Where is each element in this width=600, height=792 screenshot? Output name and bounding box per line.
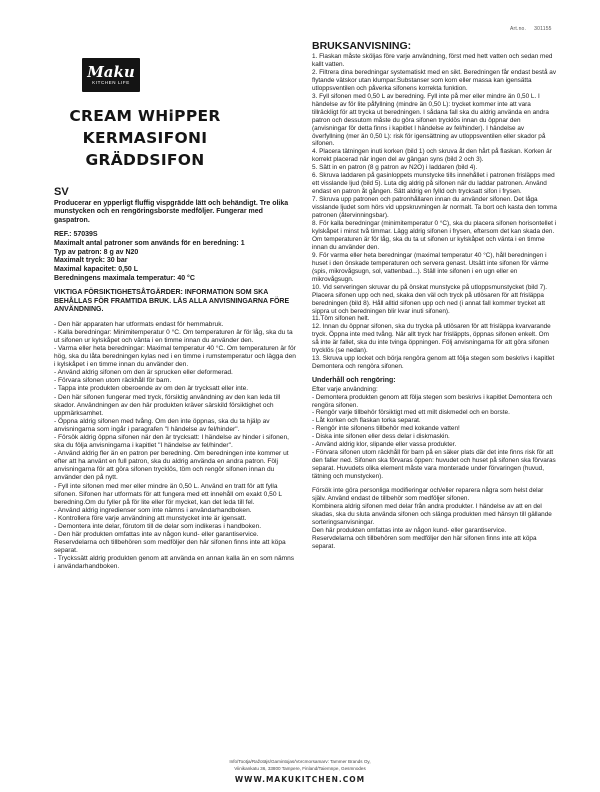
- care-list: [312, 394, 557, 481]
- care-intro: Efter varje användning:: [312, 385, 378, 393]
- warning-item: - Använd aldrig ingredienser som inte nämns i användarhandboken.: [54, 506, 252, 514]
- care-item: - Använd aldrig klor, slipande eller vassa produkter.: [312, 441, 457, 449]
- closing-paragraph: Kombinera aldrig sifonen med delar från andra produkter. I händelse av att en del skadas, ska du sluta använda sifonen och slänga produkten med hänsyn till gällande sorteringsanvisningar.: [312, 502, 552, 526]
- warning-item: - Tryckssätt aldrig produkten genom att använda en annan kalla än en som nämns i användarhandboken.: [54, 555, 295, 571]
- instruction-step: 9. För varma eller heta beredningar (maximal temperatur 40 °C), håll beredningen i huset i den önskade temperaturen och servera genast. Utsätt inte sifonen för värme (spis, mikrovågsugn, sol, vattenbad...). Ställ inte sifonen i en ugn eller en mikrovågsugn.: [312, 251, 549, 283]
- spec-list: [54, 231, 296, 283]
- warning-item: - Den här sifonen fungerar med tryck, försiktig användning av den kan leda till skador. Användningen av den här produkten kräver särskild försiktighet och uppmärksamhet.: [54, 393, 281, 417]
- article-number: [510, 26, 552, 32]
- warning-item: - Demontera inte delar, förutom till de delar som indikeras i handboken.: [54, 523, 262, 530]
- instruction-step: 13. Skruva upp locket och börja rengöra genom att följa stegen som beskrivs i kapitlet Demontera och rengöra sifonen.: [312, 355, 555, 371]
- care-item: - Förvara sifonen utom räckhåll för barn på en säker plats där det inte finns risk för att den faller ned. Sifonen ska förvaras öppen: huvudet och huset på sifonen ska förvaras separat. Huvudets olika element måste vara monterade under förvaringen (huvud, tätning och munstycken).: [312, 449, 556, 481]
- warning-heading: VIKTIGA FÖRSIKTIGHETSÅTGÄRDER: INFORMATION SOM SKA BEHÅLLAS FÖR FRAMTIDA BRUK. LÄS ALLA ANVISNINGARNA FÖRE ANVÄNDNING.: [54, 289, 290, 314]
- warning-list: [54, 321, 296, 572]
- warning-item: - Kontrollera före varje användning att munstycket inte är igensatt.: [54, 514, 247, 522]
- right-column: [312, 40, 557, 551]
- warning-item: - Varma eller heta beredningar: Maximal temperatur 40 °C. Om temperaturen är för hög, ska du låta beredningen kylas ned i en timme i rumstemperatur och lägga den i kylskåpet i en timme innan du använder den.: [54, 344, 296, 369]
- care-item: - Demontera produkten genom att följa stegen som beskrivs i kapitlet Demontera och rengöra sifonen.: [312, 393, 553, 409]
- language-heading: SV: [54, 186, 69, 198]
- product-intro: Producerar en ypperligt fluffig vispgrädde lätt och behändigt. Tre olika munstycken och en rengöringsborste medföljer. Fungerar med gaspatron.: [54, 200, 289, 224]
- warning-item: - Förvara sifonen utom räckhåll för barn.: [54, 377, 172, 385]
- warning-item: - Öppna aldrig sifonen med tvång. Om den inte öppnas, ska du ta hjälp av anvisningarna som ingår i paragrafen "I händelse av fel/hinder".: [54, 417, 270, 433]
- instruction-step: 4. Placera tätningen inuti korken (bild 1) och skruva åt den hårt på flaskan. Korken är korrekt placerad när ingen del av gängan syns (bild 2 och 3).: [312, 148, 552, 164]
- warning-item: - Tappa inte produkten oberoende av om den är trycksatt eller inte.: [54, 385, 249, 393]
- warning-item: - Använd aldrig fler än en patron per beredning. Om beredningen inte kommer ut efter att ha använt en full patron, ska du aldrig använda en andra patron. Följ anvisningarna för att göra sifonen trycklös, töm och rengör sifonen innan du använder den på nytt.: [54, 450, 289, 482]
- website-url: WWW.MAKUKITCHEN.COM: [234, 775, 366, 784]
- instructions-heading: BRUKSANVISNING:: [312, 40, 412, 52]
- care-heading: Underhåll och rengöring:: [312, 377, 396, 385]
- instruction-step: 12. Innan du öppnar sifonen, ska du trycka på utlösaren för att frisläppa kvarvarande tryck. Öppna inte med tvång. När allt tryck har frisläppts, öppnas sifonen enkelt. Om så inte är fallet, ska du inte tvinga öppningen. Följ anvisningarna för att göra sifonen trycklös (se nedan).: [312, 323, 551, 355]
- title-english: CREAM WHiPPER: [69, 107, 221, 125]
- product-titles: [40, 105, 250, 171]
- warning-item: - Den här apparaten har utformats endast för hemmabruk.: [54, 320, 224, 328]
- warning-item: - Försök aldrig öppna sifonen när den är trycksatt: I händelse av hinder i sifonen, ska du följa anvisningarna i kapitlet "I händelse av fel/hinder".: [54, 433, 289, 450]
- instruction-steps: [312, 53, 557, 371]
- warning-item: - Fyll inte sifonen med mer eller mindre än 0,50 L. Använd en tratt för att fylla sifonen. Sifonen har utformats för att fungera med ett innehåll om exakt 0,50 L beredning.Om du fyller på för lite eller för mycket, kan det leda till fel.: [54, 482, 282, 506]
- instruction-step: 7. Skruva upp patronen och patronhållaren innan du använder sifonen. Det låga visslande ljudet som hörs vid uppskruvningen är normalt. Ta bort och kasta den tomma patronen (återvinningsbar).: [312, 196, 557, 220]
- instruction-step: 5. Sätt in en patron (8 g patron av N2O) i laddaren (bild 4).: [312, 164, 478, 172]
- spec-item: REF.: 57039S: [54, 231, 98, 239]
- spec-item: Maximal kapacitet: 0,50 L: [54, 266, 139, 274]
- logo-tagline: KITCHEN LIFE: [92, 79, 130, 85]
- warning-item: - Den här produkten omfattas inte av någon kund- eller garantiservice. Reservdelarna och tillbehören som medföljer den här sifonen finns inte att köpa separat.: [54, 531, 286, 555]
- spec-item: Maximalt antal patroner som används för en beredning: 1: [54, 239, 245, 247]
- care-item: - Låt korken och flaskan torka separat.: [312, 417, 421, 425]
- instruction-step: 11.Töm sifonen helt.: [312, 315, 370, 323]
- instruction-step: 2. Filtrera dina beredningar systematiskt med en sikt. Beredningen får endast bestå av flytande vätskor utan klumpar.Substanser som korn eller massa kan igensätta utloppsventilen och påverka sifonens korrekta funktion.: [312, 68, 557, 92]
- care-item: - Rengör varje tillbehör försiktigt med ett milt diskmedel och en borste.: [312, 409, 510, 417]
- left-column: [54, 186, 296, 572]
- warning-item: - Kalla beredningar: Minimitemperatur 0 °C. Om temperaturen är för låg, ska du ta ut sifonen ur kylskåpet och vänta i en timme innan du använder den.: [54, 328, 293, 344]
- warning-item: - Använd aldrig sifonen om den är sprucken eller deformerad.: [54, 369, 233, 377]
- instruction-step: 8. För kalla beredningar (minimitemperatur 0 °C), ska du placera sifonen horisontellet i kylskåpet i minst två timmar. Lägg aldrig sifonen i frysen, eftersom det kan skada den. Om temperaturen är för låg, ska du ta ut sifonen ur kylskåpet och vänta i en timme innan du använder den.: [312, 220, 557, 251]
- title-finnish: KERMASIFONI: [82, 129, 208, 147]
- address-line: Viinikankatu 36, 33800 Tampere, Finland/Taiemnpe, Gesmnodes: [234, 765, 366, 771]
- care-item: - Diska inte sifonen eller dess delar i diskmaskin.: [312, 433, 450, 441]
- maku-logo: [82, 58, 140, 92]
- closing-notes: [312, 487, 557, 551]
- closing-paragraph: Den här produkten omfattas inte av någon kund- eller garantiservice.: [312, 526, 507, 534]
- manufacturer-info: [0, 759, 600, 772]
- instruction-step: 3. Fyll sifonen med 0,50 L av beredning. Fyll inte på mer eller mindre än 0,50 L. I händelse av för lite påfyllning (mindre än 0,50 L): trycket kommer inte att vara tillräckligt för att trycka ut beredningen. I sådana fall ska du aldrig använda en andra patron och dessutom måste du göra sifonen trycklös innan du öppnar den (anvisningar för detta finns i kapitlet I händelse av fel/hinder). I händelse av överfyllning (mer än 0,50 L): risk för igensättning av utloppsventilen eller skador på sifonen.: [312, 92, 549, 148]
- instruction-step: 10. Vid serveringen skruvar du på önskat munstycke på utloppsmunstycket (bild 7). Placera sifonen upp och ned, skaka den väl och tryck på utlösaren för att frisläppa beredningen (bild 8). Håll alltid sifonen upp och ned (i annat fall kommer trycket att sippra ut och beredningen blir kvar inuti sifonen).: [312, 283, 548, 315]
- care-item: - Rengör inte sifonens tillbehör med kokande vatten!: [312, 425, 460, 433]
- spec-item: Maximalt tryck: 30 bar: [54, 257, 128, 265]
- manufacturer-line: Info/Tootja/Ražotājs/Gamintojas/Vorcmorsamarv: Tammer Brands Oy,: [229, 759, 371, 764]
- instruction-step: 1. Flaskan måste sköljas före varje användning, först med hett vatten och sedan med kallt vatten.: [312, 53, 553, 68]
- closing-paragraph: Reservdelarna och tillbehören som medföljer den här sifonen finns inte att köpa separat.: [312, 534, 537, 550]
- instruction-step: 6. Skruva laddaren på gasinloppets munstycke tills innehållet i patronen frisläpps med ett visslande ljud (bild 5). Luta dig aldrig på sifonen när du laddar patronen. Använd endast en patron åt gången. Sätt aldrig en fylld och trycksatt sifon i frysen.: [312, 172, 555, 196]
- article-number-label: Art.no.: [510, 26, 527, 32]
- title-swedish: GRÄDDSIFON: [85, 151, 205, 169]
- spec-item: Beredningens maximala temperatur: 40 °C: [54, 274, 195, 282]
- spec-item: Typ av patron: 8 g av N20: [54, 248, 139, 256]
- closing-paragraph: Försök inte göra personliga modifieringar och/eller reparera några som helst delar själv. Använd endast de tillbehör som medföljer sifonen.: [312, 487, 544, 503]
- logo-brand: Maku: [87, 62, 135, 81]
- article-number-value: 301155: [534, 26, 552, 32]
